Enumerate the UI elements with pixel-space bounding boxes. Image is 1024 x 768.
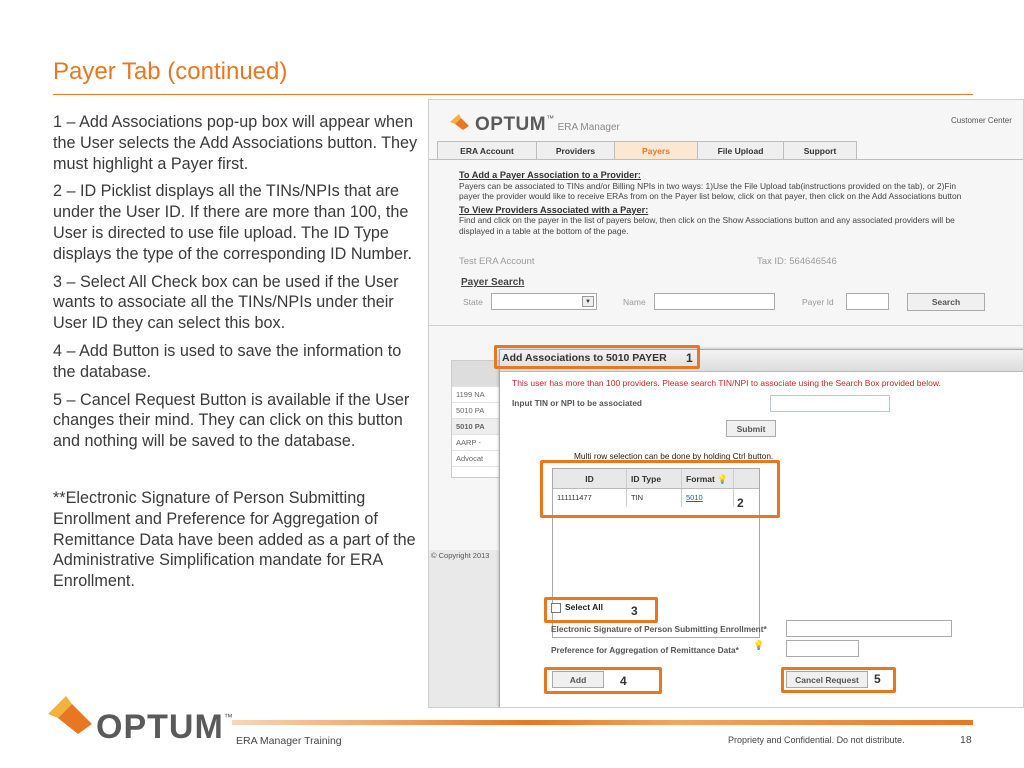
column-format-label: Format <box>686 474 715 484</box>
app-screenshot <box>428 99 1024 708</box>
customer-center-link[interactable]: Customer Center <box>951 116 1012 125</box>
payer-name-input[interactable] <box>654 293 775 310</box>
tab-file-upload[interactable]: File Upload <box>697 141 784 160</box>
copyright: © Copyright 2013 <box>431 551 490 560</box>
app-logo-text: OPTUM™ERA Manager <box>475 114 620 135</box>
payer-search-title: Payer Search <box>461 277 525 288</box>
warning-message: This user has more than 100 providers. Please search TIN/NPI to associate using the Search Box provided below. <box>512 378 941 388</box>
bullet-5: 5 – Cancel Request Button is available if the User changes their mind. They can click on this button and nothing will be saved to the database. <box>53 390 410 451</box>
bullet-4: 4 – Add Button is used to save the information to the database. <box>53 341 402 381</box>
view-help-heading: To View Providers Associated with a Payer: <box>459 204 649 215</box>
tab-divider <box>429 159 1024 160</box>
footer-accent-bar <box>232 720 973 725</box>
bullet-2: 2 – ID Picklist displays all the TINs/NPIs that are under the User ID. If there are more than 100, the User is directed to use file upload. The ID Type displays the type of the corresponding ID Number. <box>53 182 413 263</box>
optum-logo-icon <box>46 690 96 738</box>
chevron-down-icon: ▼ <box>582 296 594 307</box>
callout-1-box <box>494 345 700 369</box>
lightbulb-icon: 💡 <box>753 640 765 650</box>
list-item[interactable]: 1199 NA <box>452 387 520 403</box>
add-help-line: Payers can be associated to TINs and/or Billing NPIs in two ways: 1)Use the File Upload tab(instructions provided on the tab), or 2)Fin <box>459 180 956 191</box>
column-id[interactable]: ID <box>553 469 627 488</box>
slide-title: Payer Tab (continued) <box>53 58 288 85</box>
mandate-note: **Electronic Signature of Person Submitting Enrollment and Preference for Aggregation of Remittance Data have been added as a part of the Administrative Simplification mandate for ERA Enrollment. <box>53 488 416 591</box>
add-help-line: payer the provider would like to receive ERAs from on the Payer list below, click on that payer, then click on the Add Associations button <box>459 191 962 202</box>
cell-id: 111111477 <box>553 489 627 507</box>
list-item[interactable]: 5010 PA <box>452 403 520 419</box>
format-link[interactable]: 5010 <box>686 493 703 502</box>
footer-confidential: Propriety and Confidential. Do not distribute. <box>728 735 905 745</box>
add-help-heading: To Add a Payer Association to a Provider: <box>459 170 641 180</box>
tab-payers[interactable]: Payers <box>614 141 698 160</box>
callout-4-number: 4 <box>620 674 627 688</box>
tin-npi-input[interactable] <box>770 395 890 412</box>
optum-logo-icon <box>447 112 473 134</box>
aggregation-input[interactable] <box>786 640 859 657</box>
tab-support[interactable]: Support <box>783 141 857 160</box>
list-item[interactable]: AARP - <box>452 435 520 451</box>
column-id-type[interactable]: ID Type <box>627 469 682 488</box>
bullet-1: 1 – Add Associations pop-up box will appear when the User selects the Add Associations button. They must highlight a Payer first. <box>53 113 418 173</box>
esig-label: Electronic Signature of Person Submitting Enrollment* <box>551 624 767 634</box>
view-help-line: displayed in a table at the bottom of the page. <box>459 225 629 236</box>
callout-4-box <box>544 667 662 694</box>
cell-id-type: TIN <box>627 489 682 507</box>
add-button[interactable]: Add <box>552 671 604 688</box>
list-item-selected[interactable]: 5010 PA <box>452 419 520 435</box>
name-label: Name <box>623 297 646 307</box>
cancel-request-button[interactable]: Cancel Request <box>786 671 868 688</box>
search-button[interactable]: Search <box>907 293 985 311</box>
callout-3-number: 3 <box>631 604 638 618</box>
payer-id-label: Payer Id <box>802 297 834 307</box>
multi-row-note: Multi row selection can be done by holding Ctrl button. <box>574 451 774 461</box>
submit-button[interactable]: Submit <box>726 420 776 437</box>
account-name: Test ERA Account <box>459 256 535 267</box>
bullet-3: 3 – Select All Check box can be used if the User wants to associate all the TINs/NPIs under their User ID they can select this box. <box>53 272 399 333</box>
esig-input[interactable] <box>786 620 952 637</box>
aggregation-label: Preference for Aggregation of Remittance Data* <box>551 645 739 655</box>
payer-id-input[interactable] <box>846 293 889 310</box>
callout-1-number: 1 <box>686 351 693 365</box>
bullet-list <box>53 112 423 599</box>
page-number: 18 <box>960 734 972 746</box>
tab-providers[interactable]: Providers <box>536 141 615 160</box>
title-divider <box>53 94 973 95</box>
state-label: State <box>463 297 483 307</box>
main-tabs <box>437 141 856 160</box>
footer-left-text: ERA Manager Training <box>236 735 342 747</box>
tax-id: Tax ID: 564646546 <box>757 256 837 267</box>
callout-3-box <box>544 597 658 623</box>
tin-npi-label: Input TIN or NPI to be associated <box>512 398 642 408</box>
lightbulb-icon: 💡 <box>717 474 728 484</box>
view-help-line: Find and click on the payer in the list of payers below, then click on the Show Associations button and any associated providers will be <box>459 215 955 226</box>
callout-2-box <box>540 460 780 518</box>
help-instructions <box>459 170 1024 237</box>
select-all-label: Select All <box>565 602 603 612</box>
state-select[interactable] <box>491 293 597 310</box>
popup-title: Add Associations to 5010 PAYER <box>502 352 667 364</box>
tab-era-account[interactable]: ERA Account <box>437 141 537 160</box>
section-divider <box>429 325 1024 326</box>
callout-2-number: 2 <box>737 496 744 510</box>
list-item[interactable]: Advocat <box>452 451 520 467</box>
footer-brand: OPTUM™ <box>96 708 233 746</box>
callout-5-number: 5 <box>874 672 881 686</box>
